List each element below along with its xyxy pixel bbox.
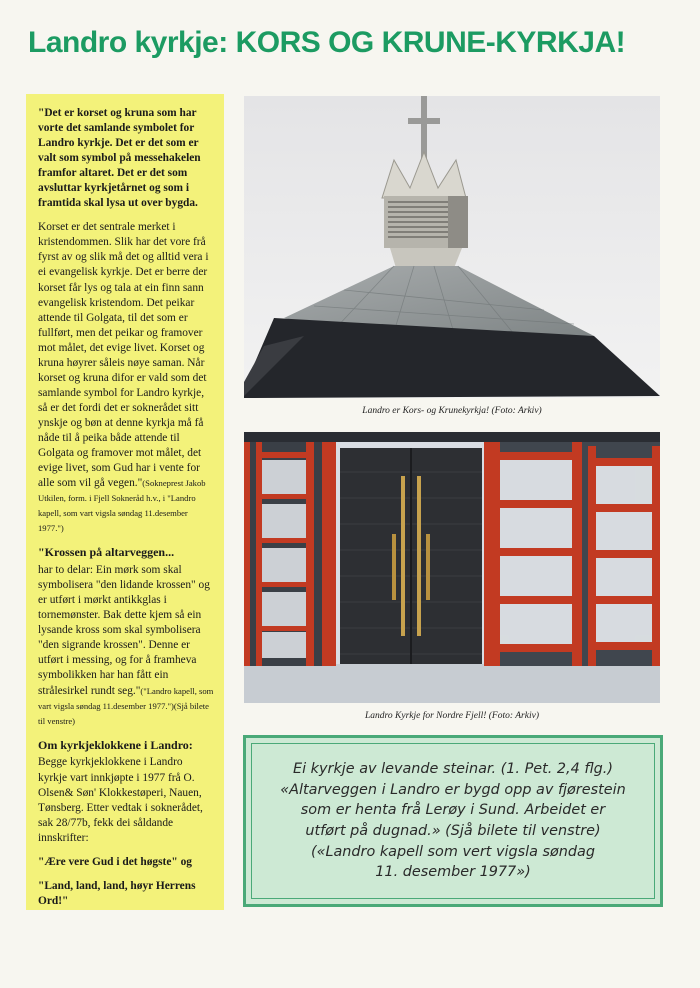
photo-caption-1: Landro er Kors- og Krunekyrkja! (Foto: Arkiv) [362,406,542,416]
sidebar-body-text: Korset er det sentrale merket i kristendommen. Slik har det vore frå fyrst av og slik må det og alltid vera i ei evangelisk kyrkje. Det er berre der korset får lys og tala at ein finn sann evangelisk kristendom. Det peikar attende til Golgata, til det som er fullført, men det peikar og framover mot målet, det evige livet. Korset og kruna høyrer såleis nøye saman. Når korset og kruna difor er vald som det samlande symbol for Landro kyrkje, så er det fordi det er soknerådet sitt ynskje og bøn at denne kyrkja må få nåde til å peika både attende til Golgata og framover mot målet, det evige livet, som Gud har i vente for alle som vil gå vegen." [38,221,209,490]
bells-heading: Om kyrkjeklokkene i Landro: [38,737,193,752]
quote-line-1: Ei kyrkje av levande steinar. (1. Pet. 2,4 flg.) [293,760,613,777]
quote-line-3: som er henta frå Lerøy i Sund. Arbeidet er [300,802,606,819]
altar-paragraph [38,563,214,729]
altar-source: ("Landro kapell, som vart vigsla søndag 11.desember 1977.")(Sjå bilete til venstre) [38,685,214,726]
sidebar-body-source: (Sokneprest Jakob Utkilen, form. i Fjell Sokneråd h.v., i "Landro kapell, som vart vigsla søndag 11.desember 1977.") [38,478,206,534]
inscription-1: "Ære vere Gud i det høgste" og [38,855,192,868]
page-title-part1: Landro kyrkje: [28,26,236,59]
bells-paragraph: Begge kyrkjeklokkene i Landro kyrkje vart innkjøpte i 1977 frå O. Olsen& Søn' Klokkestøperi, Nauen, Tønsberg. Etter vedtak i soknerådet, sak 28/77b, fekk dei såldande innskrifter: [38,756,203,844]
quote-box [243,735,663,907]
altar-text: har to delar: Ein mørk som skal symbolisera "den lidande krossen" og er utført i mørkt antikkglas i tornemønster. Bak dette kjem så ein lysande kross som skal symbolisera "den sigrande krossen". Denne er utført i messing, og for å framheva symbolikken har han fått ein strålesirkel rundt seg." [38,564,210,697]
church-door-illustration [244,432,660,703]
church-door-photo [244,432,660,703]
quote-line-6: 11. desember 1977») [375,864,531,881]
church-tower-photo [244,96,660,398]
quote-line-4: utført på dugnad.» (Sjå bilete til venstre) [305,823,601,839]
church-tower-illustration [244,96,660,398]
page-title-part2: KORS OG KRUNE-KYRKJA! [235,26,626,59]
sidebar-intro: "Det er korset og kruna som har vorte det samlande symbolet for Landro kyrkje. Det er det som er valt som symbol på messehakelen framfor altaret. Det er det som avsluttar kyrkjetårnet og som i framtida skal lysa ut over bygda. [38,107,201,210]
quote-text [280,759,625,883]
page-title [28,26,678,60]
sidebar-article [26,94,224,910]
quote-line-2: «Altarveggen i Landro er bygd opp av fjørestein [280,781,626,798]
photo-caption-2: Landro Kyrkje for Nordre Fjell! (Foto: Arkiv) [365,711,539,721]
altar-heading: "Krossen på altarveggen... [38,545,175,560]
sidebar-body [38,220,214,536]
quote-line-5: («Landro kapell som vert vigsla søndag [310,843,596,860]
quote-box-inner [251,743,655,899]
inscription-2: "Land, land, land, høyr Herrens Ord!" [38,879,196,907]
